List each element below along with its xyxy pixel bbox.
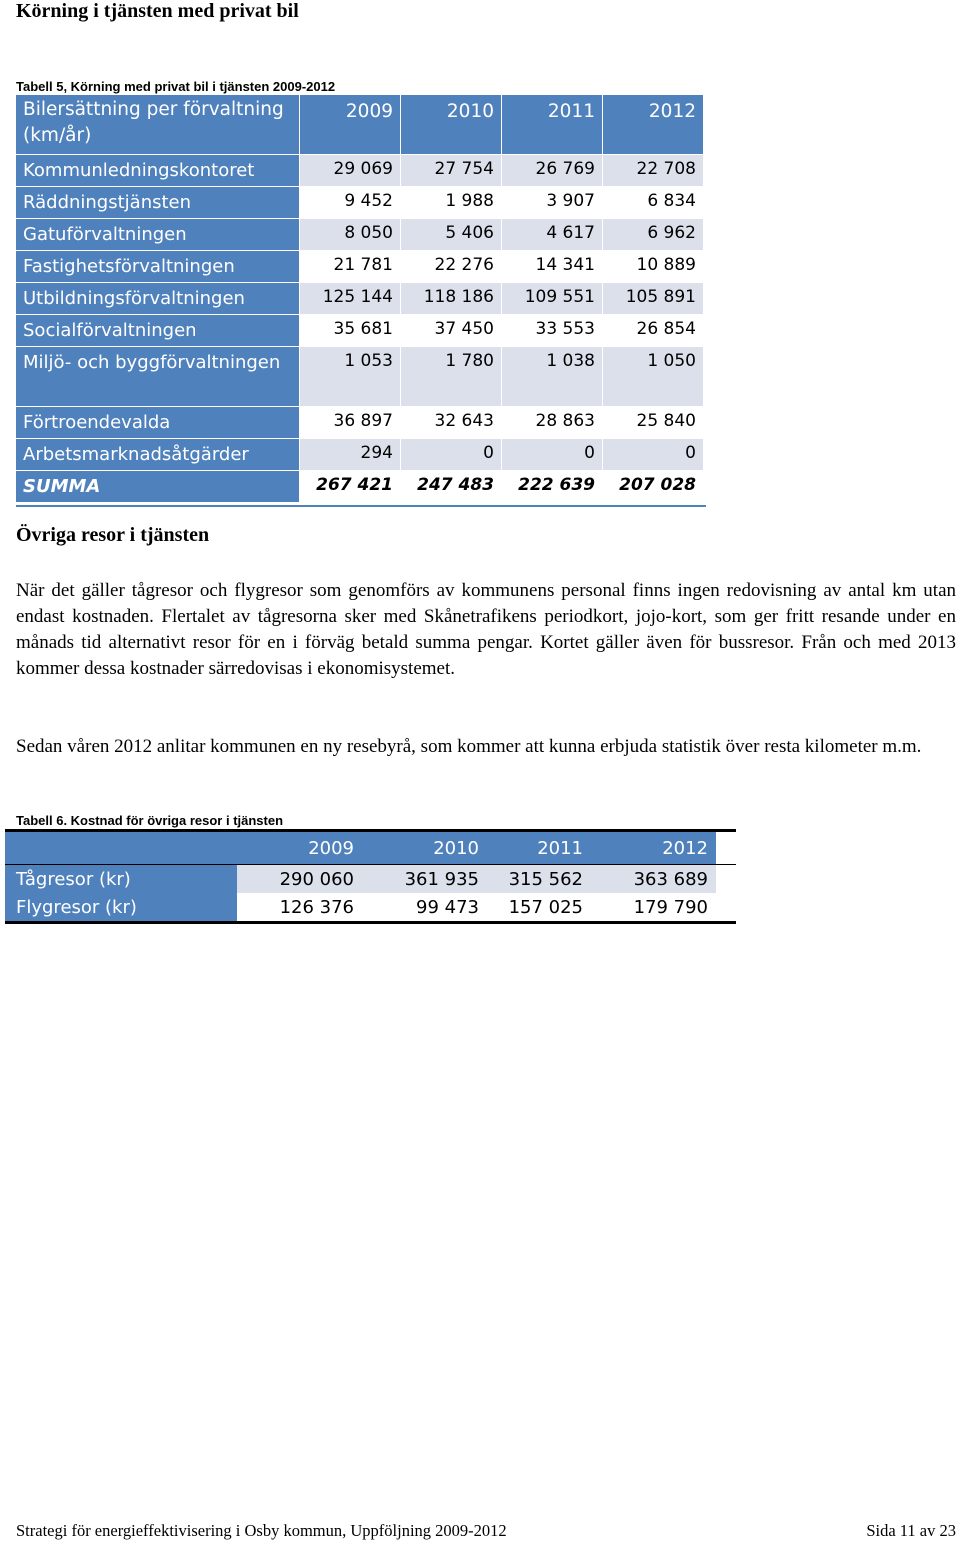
- table6-year: 2009: [237, 832, 362, 864]
- cell: 8 050: [299, 219, 400, 250]
- table-row: [16, 439, 706, 471]
- row-label: Fastighetsförvaltningen: [16, 251, 299, 282]
- cell: 14 341: [501, 251, 602, 282]
- cell: 10 889: [602, 251, 703, 282]
- cell: 0: [400, 439, 501, 470]
- row-label: Kommunledningskontoret: [16, 155, 299, 186]
- table6-bottom-border: [5, 921, 736, 924]
- cell: 27 754: [400, 155, 501, 186]
- cell: 126 376: [279, 897, 354, 918]
- cell: 5 406: [400, 219, 501, 250]
- sum-row: [16, 471, 706, 505]
- cell: 363 689: [591, 865, 716, 893]
- table5: [16, 95, 706, 507]
- cell: 290 060: [237, 865, 362, 893]
- row-label: Arbetsmarknadsåtgärder: [16, 439, 299, 470]
- row-label: Tågresor (kr): [5, 865, 237, 893]
- sum-label: SUMMA: [16, 471, 299, 502]
- cell: 9 452: [299, 187, 400, 218]
- cell: 179 790: [633, 897, 708, 918]
- table5-caption: Tabell 5, Körning med privat bil i tjänsten 2009-2012: [16, 79, 336, 94]
- cell: 0: [501, 439, 602, 470]
- cell: 22 276: [400, 251, 501, 282]
- cell: 21 781: [299, 251, 400, 282]
- cell: 315 562: [487, 865, 591, 893]
- cell: 36 897: [299, 407, 400, 438]
- table5-year: 2009: [299, 95, 400, 154]
- page-heading: Körning i tjänsten med privat bil: [16, 0, 299, 22]
- cell: 22 708: [602, 155, 703, 186]
- table6-header-row: [5, 832, 736, 865]
- cell: 26 854: [602, 315, 703, 346]
- table-row: [16, 251, 706, 283]
- table-row: [16, 155, 706, 187]
- table5-year: 2012: [602, 95, 703, 154]
- cell: 294: [299, 439, 400, 470]
- cell: 3 907: [501, 187, 602, 218]
- cell: 4 617: [501, 219, 602, 250]
- sum-cell: 222 639: [501, 471, 602, 502]
- sum-cell: 247 483: [400, 471, 501, 502]
- sum-cell: 267 421: [299, 471, 400, 502]
- cell: 33 553: [501, 315, 602, 346]
- paragraph: När det gäller tågresor och flygresor som genomförs av kommunens personal finns ingen redovisning av antal km utan endast kostnaden. Flertalet av tågresorna sker med Skånetrafikens periodkort, jojo-kort, som ger fritt resande under en månads tid alternativt resor för en i förväg betald summa pengar. Kortet gäller även för bussresor. Från och med 2013 kommer dessa kostnader särredovisas i ekonomisystemet.: [16, 580, 956, 679]
- table-row: [16, 187, 706, 219]
- cell: 29 069: [299, 155, 400, 186]
- table6-caption: Tabell 6. Kostnad för övriga resor i tjänsten: [16, 813, 284, 828]
- table6: [5, 829, 736, 924]
- row-label: Räddningstjänsten: [16, 187, 299, 218]
- cell: 125 144: [299, 283, 400, 314]
- cell: 1 780: [400, 347, 501, 406]
- table5-year: 2010: [400, 95, 501, 154]
- cell: 157 025: [508, 897, 583, 918]
- table6-year: 2012: [591, 832, 716, 864]
- table-row: [16, 407, 706, 439]
- cell: 1 050: [602, 347, 703, 406]
- row-label: Flygresor (kr): [5, 893, 237, 921]
- cell: 6 834: [602, 187, 703, 218]
- cell: 25 840: [602, 407, 703, 438]
- cell: 1 053: [299, 347, 400, 406]
- row-label: Miljö- och byggförvaltningen: [16, 347, 299, 406]
- table-row: [16, 219, 706, 251]
- cell: 109 551: [501, 283, 602, 314]
- table-row: [5, 865, 736, 893]
- table6-year: 2011: [487, 832, 591, 864]
- sum-cell: 207 028: [602, 471, 703, 502]
- table5-header-label: Bilersättning per förvaltning (km/år): [16, 95, 299, 154]
- cell: 26 769: [501, 155, 602, 186]
- table-row: [16, 283, 706, 315]
- table5-bottom-border: [16, 505, 706, 507]
- section-heading: Övriga resor i tjänsten: [16, 524, 210, 546]
- cell: 28 863: [501, 407, 602, 438]
- cell: 1 988: [400, 187, 501, 218]
- page-number: Sida 11 av 23: [866, 1521, 956, 1540]
- cell: 1 038: [501, 347, 602, 406]
- cell: 361 935: [362, 865, 487, 893]
- paragraph: Sedan våren 2012 anlitar kommunen en ny resebyrå, som kommer att kunna erbjuda statistik över resta kilometer m.m.: [16, 736, 922, 757]
- cell: 0: [602, 439, 703, 470]
- cell: 118 186: [400, 283, 501, 314]
- cell: 37 450: [400, 315, 501, 346]
- table-row: [16, 347, 706, 407]
- cell: 32 643: [400, 407, 501, 438]
- table-row: [16, 315, 706, 347]
- row-label: Utbildningsförvaltningen: [16, 283, 299, 314]
- footer-title: Strategi för energieffektivisering i Osby kommun, Uppföljning 2009-2012: [16, 1521, 507, 1540]
- cell: 105 891: [602, 283, 703, 314]
- page-footer: [16, 1521, 956, 1541]
- table-row: [5, 893, 736, 921]
- table5-header-row: [16, 95, 706, 155]
- table5-year: 2011: [501, 95, 602, 154]
- row-label: Förtroendevalda: [16, 407, 299, 438]
- row-label: Gatuförvaltningen: [16, 219, 299, 250]
- row-label: Socialförvaltningen: [16, 315, 299, 346]
- cell: 99 473: [416, 897, 479, 918]
- table6-header-empty: [5, 832, 237, 864]
- table6-year: 2010: [362, 832, 487, 864]
- cell: 35 681: [299, 315, 400, 346]
- cell: 6 962: [602, 219, 703, 250]
